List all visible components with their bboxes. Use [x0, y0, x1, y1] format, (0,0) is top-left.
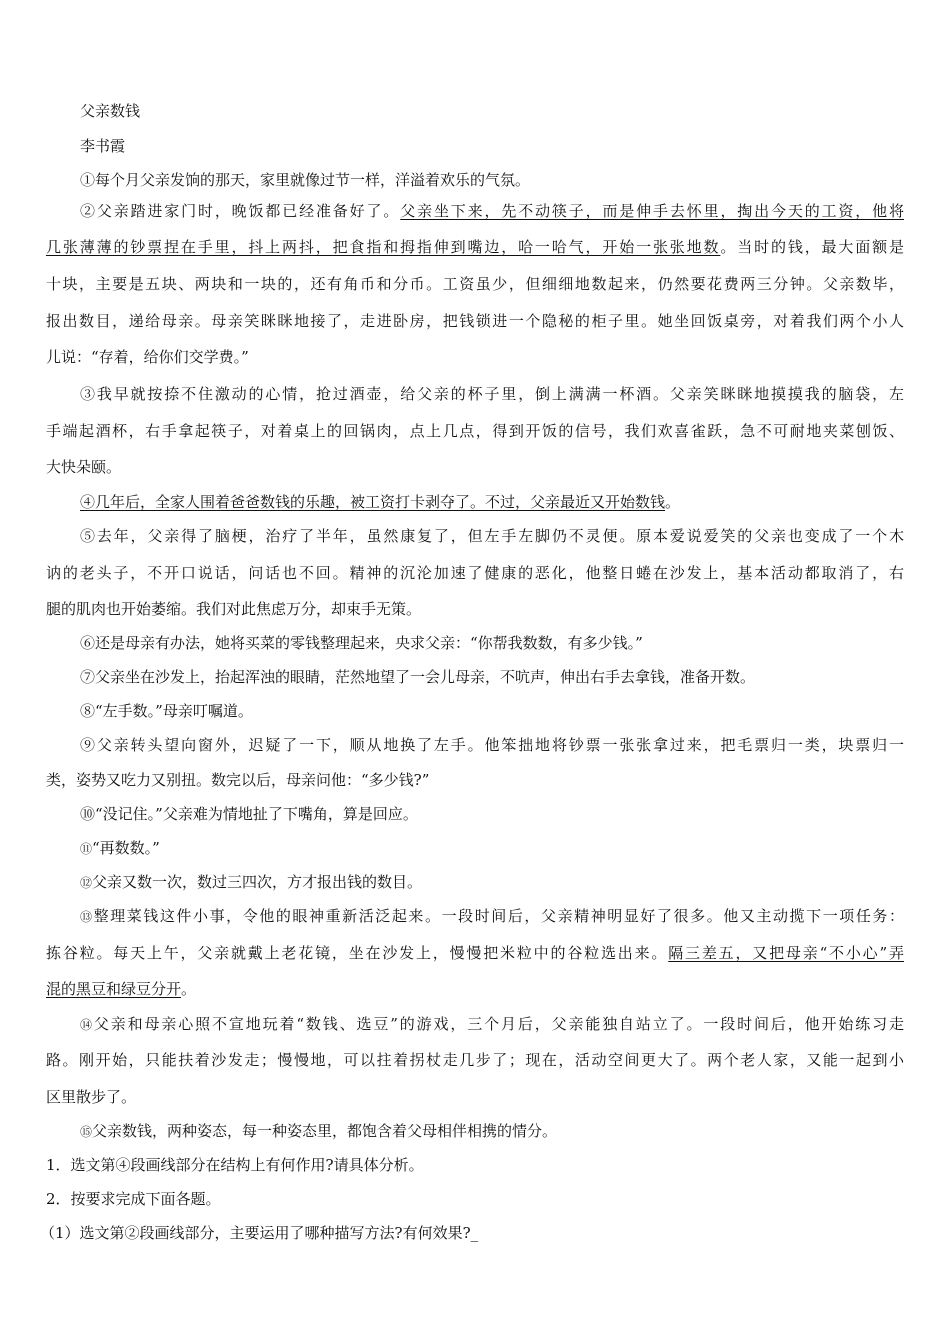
paragraph-4: ④几年后，全家人围着爸爸数钱的乐趣，被工资打卡剥夺了。不过，父亲最近又开始数钱。: [80, 493, 681, 511]
paragraph-7: ⑦父亲坐在沙发上，抬起浑浊的眼睛，茫然地望了一会儿母亲，不吭声，伸出右手去拿钱，准备开数。: [80, 668, 756, 686]
paragraph-12: ⑫父亲又数一次，数过三四次，方才报出钱的数目。: [80, 873, 423, 891]
paragraph-5-line-1: ⑤去年，父亲得了脑梗，治疗了半年，虽然康复了，但左手左脚仍不灵便。原本爱说爱笑的父亲也变成了一个木: [80, 527, 904, 545]
question-2: 2．按要求完成下面各题。: [46, 1190, 221, 1208]
underlined-passage-p2-cont: 几张薄薄的钞票捏在手里，抖上两抖，把食指和拇指伸到嘴边，哈一哈气，开始一张张地数: [46, 238, 721, 256]
paragraph-3-line-3: 大快朵颐。: [46, 458, 122, 476]
paragraph-14-line-1: ⑭父亲和母亲心照不宣地玩着“数钱、选豆”的游戏，三个月后，父亲能独自站立了。一段时间后，他开始练习走: [80, 1015, 904, 1033]
underlined-passage-p13: 隔三差五，又把母亲“不小心”弄: [668, 944, 904, 962]
paragraph-number: ⑮: [80, 1125, 93, 1139]
paragraph-13-line-1: ⑬整理菜钱这件小事，令他的眼神重新活泛起来。一段时间后，父亲精神明显好了很多。他又主动揽下一项任务：: [80, 907, 904, 925]
paragraph-2-line-4: 报出数目，递给母亲。母亲笑眯眯地接了，走进卧房，把钱锁进一个隐秘的柜子里。她坐回饭桌旁，对着我们两个小人: [46, 312, 904, 330]
paragraph-9-line-2: 类，姿势又吃力又别扭。数完以后，母亲问他：“多少钱?”: [46, 771, 430, 789]
paragraph-10: ⑩“没记住。”父亲难为情地扯了下嘴角，算是回应。: [80, 805, 418, 823]
paragraph-15: ⑮父亲数钱，两种姿态，每一种姿态里，都饱含着父母相伴相携的情分。: [80, 1122, 558, 1140]
paragraph-5-line-2: 讷的老头子，不开口说话，问话也不回。精神的沉沦加速了健康的恶化，他整日蜷在沙发上，基本活动都取消了，右: [46, 564, 904, 582]
paragraph-number: ⑬: [80, 910, 94, 924]
question-1: 1．选文第④段画线部分在结构上有何作用?请具体分析。: [46, 1156, 424, 1174]
paragraph-6: ⑥还是母亲有办法，她将买菜的零钱整理起来，央求父亲：“你帮我数数，有多少钱。”: [80, 634, 643, 652]
underlined-passage-p2: 父亲坐下来，先不动筷子，而是伸手去怀里，掏出今天的工资，他将: [400, 202, 904, 220]
paragraph-13-line-2: 拣谷粒。每天上午，父亲就戴上老花镜，坐在沙发上，慢慢把米粒中的谷粒选出来。隔三差五，又把母亲“不小心”弄: [46, 944, 904, 962]
question-2-1: （1）选文第②段画线部分，主要运用了哪种描写方法?有何效果?_: [40, 1224, 479, 1242]
paragraph-2-line-5: 儿说：“存着，给你们交学费。”: [46, 348, 249, 366]
paragraph-2-line-2: 几张薄薄的钞票捏在手里，抖上两抖，把食指和拇指伸到嘴边，哈一哈气，开始一张张地数。当时的钱，最大面额是: [46, 238, 904, 256]
paragraph-5-line-3: 腿的肌肉也开始萎缩。我们对此焦虑万分，却束手无策。: [46, 600, 422, 618]
paragraph-11: ⑪“再数数。”: [80, 839, 160, 857]
paragraph-13-line-3: 混的黑豆和绿豆分开。: [46, 980, 197, 998]
paragraph-number: ⑪: [80, 842, 93, 856]
underlined-passage-p13-cont: 混的黑豆和绿豆分开: [46, 980, 182, 998]
paragraph-14-line-2: 路。刚开始，只能扶着沙发走；慢慢地，可以拄着拐杖走几步了；现在，活动空间更大了。两个老人家，又能一起到小: [46, 1051, 904, 1069]
paragraph-2-line-1: ②父亲踏进家门时，晚饭都已经准备好了。父亲坐下来，先不动筷子，而是伸手去怀里，掏出今天的工资，他将: [80, 202, 904, 220]
article-title: 父亲数钱: [80, 102, 141, 120]
paragraph-number: ⑭: [80, 1018, 94, 1032]
paragraph-1: ①每个月父亲发饷的那天，家里就像过节一样，洋溢着欢乐的气氛。: [80, 171, 531, 189]
paragraph-3-line-1: ③我早就按捺不住激动的心情，抢过酒壶，给父亲的杯子里，倒上满满一杯酒。父亲笑眯眯地摸摸我的脑袋，左: [80, 385, 904, 403]
paragraph-3-line-2: 手端起酒杯，右手拿起筷子，对着桌上的回锅肉，点上几点，得到开饭的信号，我们欢喜雀跃，急不可耐地夹菜刨饭、: [46, 422, 904, 440]
paragraph-14-line-3: 区里散步了。: [46, 1088, 137, 1106]
underlined-passage-p4: ④几年后，全家人围着爸爸数钱的乐趣，被工资打卡剥夺了。不过，父亲最近又开始数钱: [80, 493, 666, 511]
paragraph-8: ⑧“左手数。”母亲叮嘱道。: [80, 702, 253, 720]
paragraph-number: ⑫: [80, 876, 93, 890]
article-author: 李书霞: [80, 137, 126, 155]
paragraph-9-line-1: ⑨父亲转头望向窗外，迟疑了一下，顺从地换了左手。他笨拙地将钞票一张张拿过来，把毛票归一类，块票归一: [80, 736, 904, 754]
paragraph-2-line-3: 十块，主要是五块、两块和一块的，还有角币和分币。工资虽少，但细细地数起来，仍然要花费两三分钟。父亲数毕，: [46, 275, 904, 293]
